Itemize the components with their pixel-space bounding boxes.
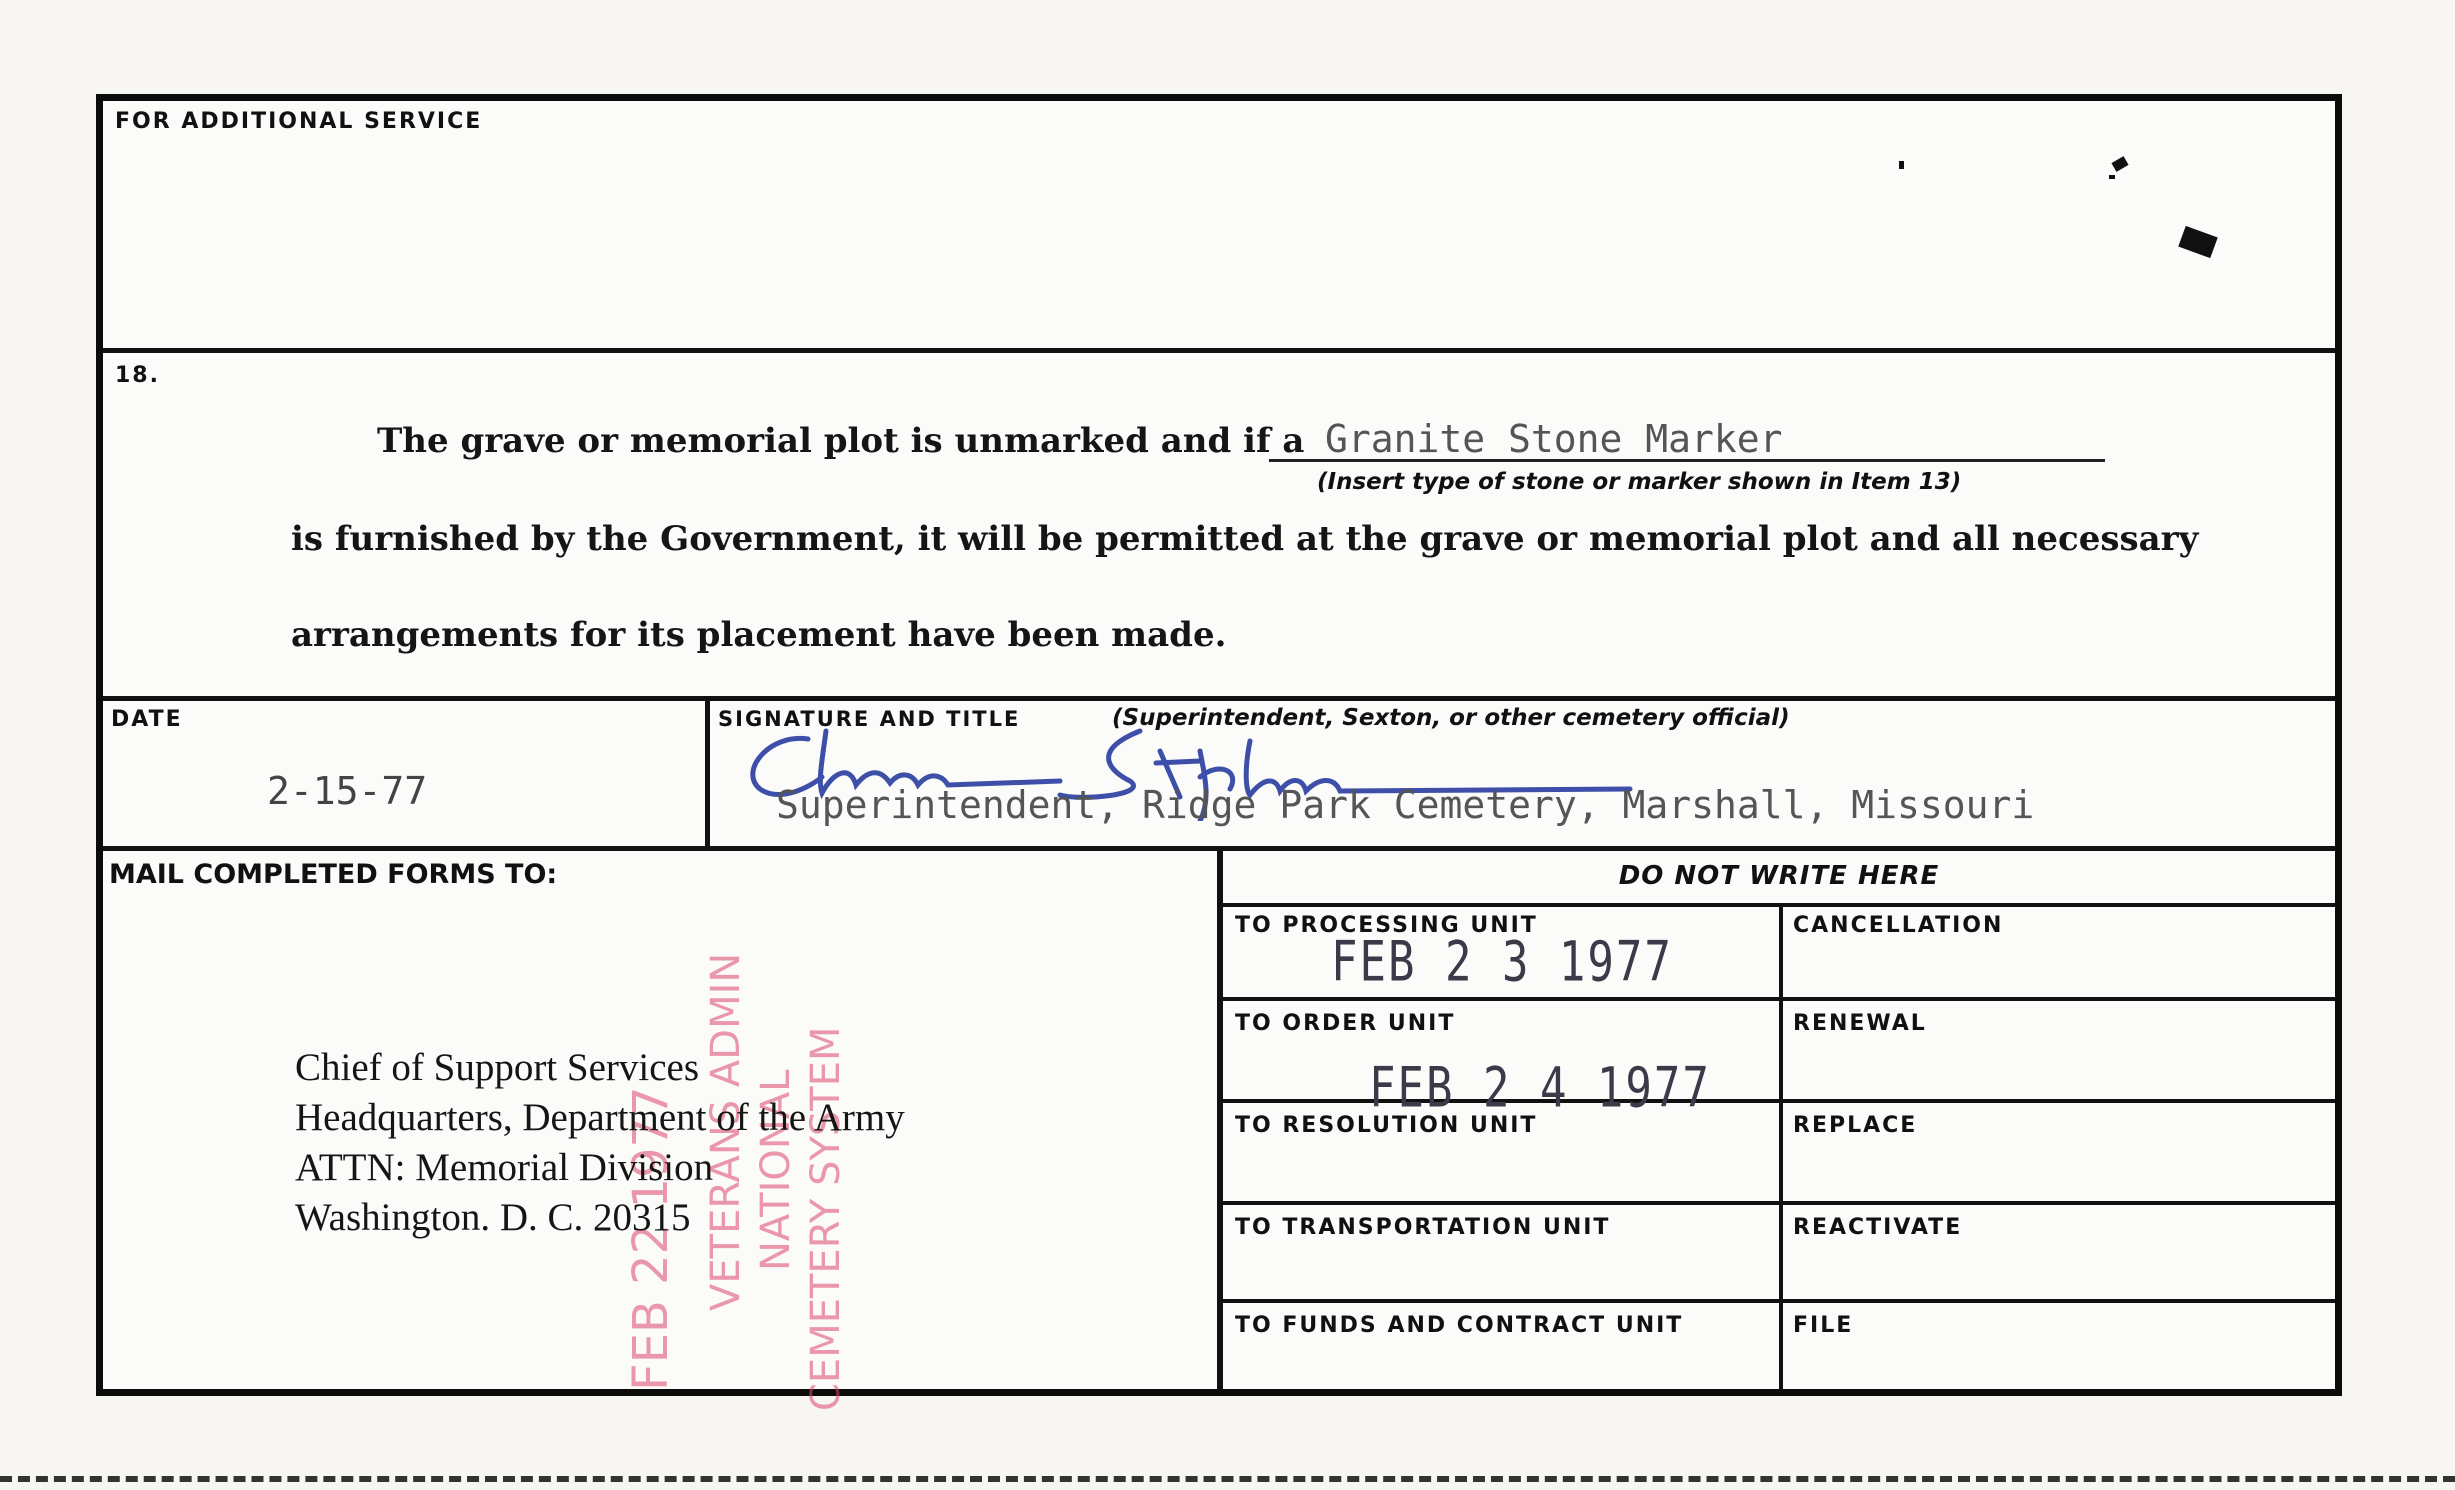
signature-typed-title: Superintendent, Ridge Park Cemetery, Marshall, Missouri — [776, 783, 2035, 827]
address-line: Headquarters, Department of the Army — [295, 1096, 905, 1139]
item-18-number: 18. — [115, 363, 160, 388]
mailing-address — [295, 1043, 905, 1243]
transportation-unit-label: TO TRANSPORTATION UNIT — [1235, 1215, 1611, 1240]
renewal-cell — [1779, 1001, 2335, 1103]
date-value: 2-15-77 — [267, 769, 428, 813]
office-use-grid — [1217, 851, 2335, 1389]
funds-contract-unit-label: TO FUNDS AND CONTRACT UNIT — [1235, 1313, 1684, 1338]
order-unit-cell — [1223, 1001, 1779, 1121]
date-label: DATE — [111, 707, 183, 732]
faded-stamp-cemetery: CEMETERY SYSTEM — [803, 1026, 849, 1411]
ink-blot — [2178, 226, 2217, 258]
cancellation-label: CANCELLATION — [1793, 913, 2004, 938]
faded-stamp-national: NATIONAL — [753, 1069, 799, 1271]
received-stamp-processing: FEB 2 3 1977 — [1331, 930, 1673, 995]
order-unit-label: TO ORDER UNIT — [1235, 1011, 1456, 1036]
card-perforation-edge — [0, 1466, 2455, 1482]
signature-label: SIGNATURE AND TITLE — [718, 707, 1021, 731]
reactivate-cell — [1779, 1205, 2335, 1303]
ink-speck — [2111, 156, 2128, 172]
address-line: Washington. D. C. 20315 — [295, 1196, 691, 1239]
additional-service-label: FOR ADDITIONAL SERVICE — [115, 109, 483, 134]
mail-and-office-section — [103, 851, 2335, 1411]
processing-unit-cell — [1223, 903, 1779, 1001]
ink-speck — [1899, 161, 1904, 169]
resolution-unit-label: TO RESOLUTION UNIT — [1235, 1113, 1538, 1138]
date-cell — [103, 701, 703, 846]
file-cell — [1779, 1303, 2335, 1389]
additional-service-section — [103, 101, 2335, 353]
ink-speck — [2109, 175, 2115, 179]
replace-cell — [1779, 1103, 2335, 1205]
signature-cell — [710, 701, 2335, 846]
do-not-write-header: DO NOT WRITE HERE — [1223, 851, 2335, 907]
marker-type-value: Granite Stone Marker — [1325, 417, 1783, 461]
cancellation-cell — [1779, 903, 2335, 1001]
processing-unit-label: TO PROCESSING UNIT — [1235, 913, 1538, 938]
reactivate-label: REACTIVATE — [1793, 1215, 1963, 1240]
address-line: ATTN: Memorial Division — [295, 1146, 714, 1189]
faded-stamp-date: FEB 22 1977 — [623, 1086, 679, 1391]
replace-label: REPLACE — [1793, 1113, 1918, 1138]
file-label: FILE — [1793, 1313, 1854, 1338]
item-18-line-3: arrangements for its placement have been made. — [291, 615, 1227, 655]
marker-type-note: (Insert type of stone or marker shown in Item 13) — [1317, 469, 1962, 495]
mail-label: MAIL COMPLETED FORMS TO: — [109, 859, 558, 890]
item-18-line-1: The grave or memorial plot is unmarked and if a — [377, 421, 1305, 461]
transportation-unit-cell — [1223, 1205, 1779, 1303]
resolution-unit-cell — [1223, 1103, 1779, 1205]
address-line: Chief of Support Services — [295, 1046, 700, 1089]
received-stamp-order: FEB 2 4 1977 — [1369, 1056, 1711, 1121]
memorial-application-form — [96, 94, 2342, 1411]
renewal-label: RENEWAL — [1793, 1011, 1927, 1036]
item-18-line-2: is furnished by the Government, it will be permitted at the grave or memorial plot and all necessary — [291, 519, 2199, 559]
funds-contract-unit-cell — [1223, 1303, 1779, 1389]
signature-note: (Superintendent, Sexton, or other cemetery official) — [1112, 705, 1790, 731]
date-signature-section — [103, 701, 2335, 851]
item-18-section — [103, 353, 2335, 701]
marker-type-underline — [1269, 459, 2105, 462]
mail-cell — [103, 851, 1217, 1411]
faded-stamp-agency: VETERANS ADMIN — [703, 952, 749, 1311]
